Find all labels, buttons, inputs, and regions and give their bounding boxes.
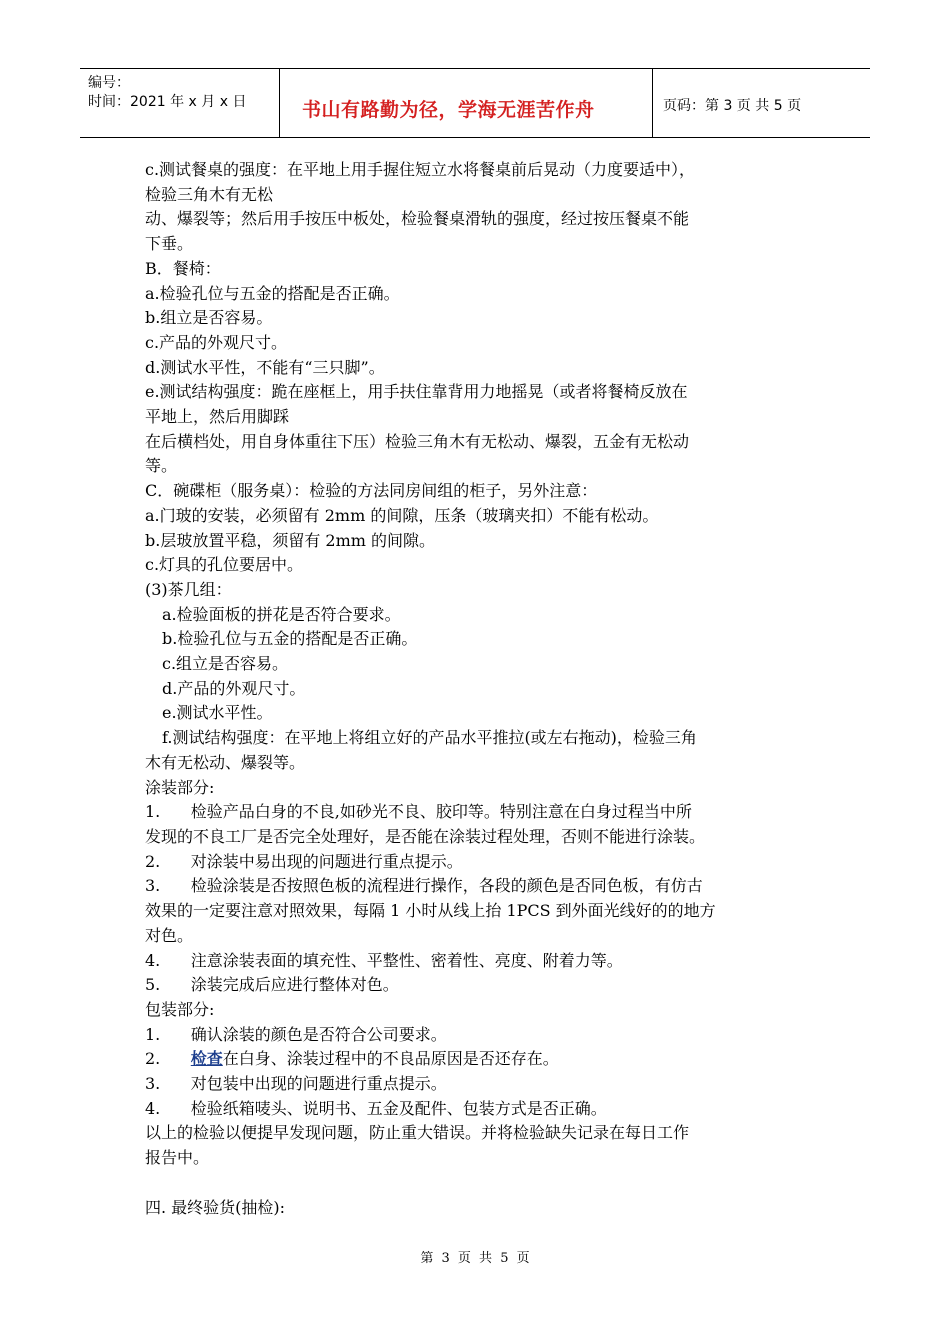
list-item: e.测试结构强度：跪在座框上，用手扶住靠背用力地摇晃（或者将餐椅反放在 [145, 382, 688, 402]
list-item: d.测试水平性，不能有“三只脚”。 [145, 357, 385, 377]
paragraph: 检验三角木有无松 [145, 184, 274, 204]
motto: 书山有路勤为径，学海无涯苦作舟 [302, 99, 595, 121]
item-text: 在白身、涂装过程中的不良品原因是否还存在。 [222, 1049, 559, 1069]
list-item: c.产品的外观尺寸。 [145, 332, 288, 352]
item-number: 2. [145, 1049, 191, 1069]
paragraph: 效果的一定要注意对照效果，每隔 1 小时从线上抬 1PCS 到外面光线好的的地方 [145, 901, 716, 921]
paragraph: 对色。 [145, 925, 194, 945]
document-number-label: 编号： [88, 75, 130, 91]
numbered-item: 4. 检验纸箱唛头、说明书、五金及配件、包装方式是否正确。 [145, 1098, 607, 1118]
list-item: f.测试结构强度：在平地上将组立好的产品水平推拉(或左右拖动)，检验三角 [162, 728, 697, 748]
blank-line [145, 1171, 815, 1196]
section-heading-3: (3)茶几组： [145, 579, 232, 599]
document-body [145, 158, 815, 1220]
paragraph: 发现的不良工厂是否完全处理好，是否能在涂装过程处理，否则不能进行涂装。 [145, 826, 706, 846]
list-item: e.测试水平性。 [162, 703, 273, 723]
section-heading-final: 四. 最终验货(抽检): [145, 1197, 286, 1217]
numbered-item: 1. 检验产品白身的不良,如砂光不良、胶印等。特别注意在白身过程当中所 [145, 802, 692, 822]
list-item: b.检验孔位与五金的搭配是否正确。 [162, 629, 418, 649]
list-item: c.组立是否容易。 [162, 654, 289, 674]
page-header [80, 68, 870, 138]
paragraph: 以上的检验以便提早发现问题，防止重大错误。并将检验缺失记录在每日工作 [145, 1123, 690, 1143]
section-heading-b: B．餐椅： [145, 258, 221, 278]
paragraph: 报告中。 [145, 1148, 210, 1168]
numbered-item: 4. 注意涂装表面的填充性、平整性、密着性、亮度、附着力等。 [145, 950, 623, 970]
paragraph: 等。 [145, 456, 178, 476]
document-date: 时间：2021 年 x 月 x 日 [88, 94, 247, 110]
header-info-cell [80, 69, 280, 137]
header-motto-cell [280, 69, 653, 137]
section-heading-coating: 涂装部分: [145, 777, 215, 797]
numbered-item: 3. 检验涂装是否按照色板的流程进行操作，各段的颜色是否同色板，有仿古 [145, 876, 703, 896]
list-item: b.层玻放置平稳，须留有 2mm 的间隙。 [145, 530, 436, 550]
paragraph: c.测试餐桌的强度：在平地上用手握住短立水将餐桌前后晃动（力度要适中）， [145, 160, 696, 179]
section-heading-c: C．碗碟柜（服务桌）：检验的方法同房间组的柜子，另外注意： [145, 481, 598, 501]
list-item: a.检验孔位与五金的搭配是否正确。 [145, 283, 400, 303]
header-page-info: 页码：第 3 页 共 5 页 [663, 98, 802, 114]
paragraph: 动、爆裂等；然后用手按压中板处，检验餐桌滑轨的强度，经过按压餐桌不能 [145, 209, 690, 229]
paragraph: 下垂。 [145, 234, 194, 254]
numbered-item: 2. 对涂装中易出现的问题进行重点提示。 [145, 851, 463, 871]
section-heading-packaging: 包装部分: [145, 999, 215, 1019]
list-item: b.组立是否容易。 [145, 308, 273, 328]
paragraph: 在后横档处，用自身体重往下压）检验三角木有无松动、爆裂，五金有无松动 [145, 431, 690, 451]
list-item: a.检验面板的拼花是否符合要求。 [162, 604, 401, 624]
list-item: a.门玻的安装，必须留有 2mm 的间隙，压条（玻璃夹扣）不能有松动。 [145, 505, 659, 525]
header-page-cell [653, 69, 870, 137]
numbered-item [145, 1047, 815, 1072]
page-footer: 第 3 页 共 5 页 [420, 1251, 530, 1266]
numbered-item: 3. 对包装中出现的问题进行重点提示。 [145, 1074, 447, 1094]
numbered-item: 5. 涂装完成后应进行整体对色。 [145, 975, 399, 995]
numbered-item: 1. 确认涂装的颜色是否符合公司要求。 [145, 1024, 447, 1044]
paragraph: 平地上，然后用脚踩 [145, 407, 290, 427]
check-link[interactable]: 检查 [190, 1049, 223, 1069]
list-item: d.产品的外观尺寸。 [162, 678, 306, 698]
list-item: c.灯具的孔位要居中。 [145, 555, 304, 575]
paragraph: 木有无松动、爆裂等。 [145, 752, 306, 772]
